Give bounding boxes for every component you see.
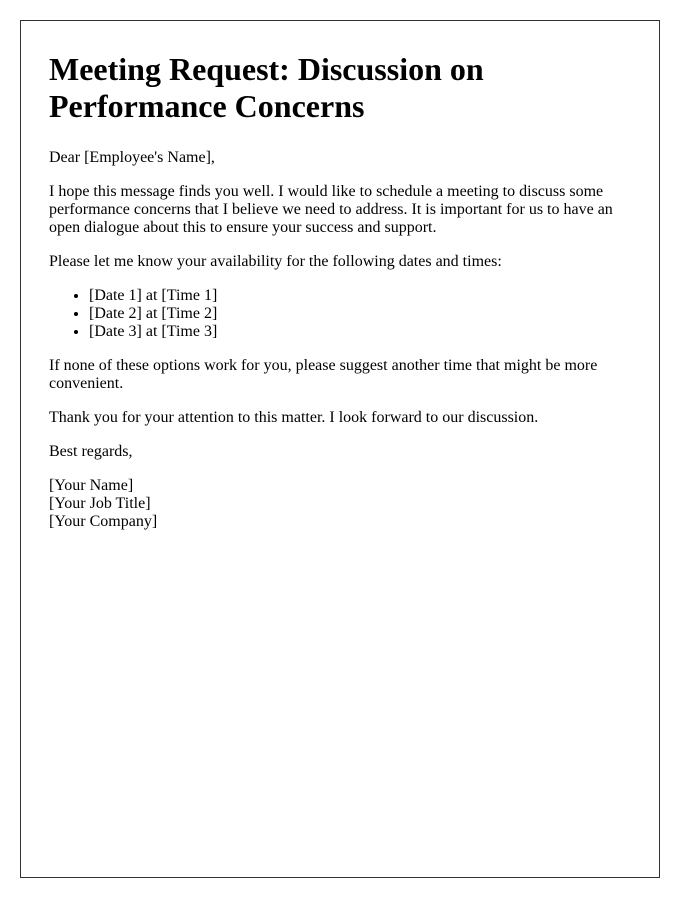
availability-request-paragraph: Please let me know your availability for the following dates and times: — [49, 253, 502, 270]
thanks-paragraph: Thank you for your attention to this matter. I look forward to our discussion. — [49, 409, 539, 426]
alternative-time-paragraph: If none of these options work for you, please suggest another time that might be more convenient. — [49, 357, 598, 392]
signature-name: [Your Name] — [49, 477, 134, 494]
signature-job-title: [Your Job Title] — [49, 495, 151, 512]
salutation: Dear [Employee's Name], — [49, 149, 215, 166]
letter-title-line-2: Performance Concerns — [49, 88, 365, 124]
meeting-option-3: • [Date 3] at [Time 3] — [89, 323, 631, 341]
letter-title — [49, 51, 631, 125]
meeting-option-2: • [Date 2] at [Time 2] — [89, 305, 631, 323]
intro-paragraph: I hope this message finds you well. I would like to schedule a meeting to discuss some performance concerns that I believe we need to address. It is important for us to have an open dialogue about this to ensure your success and support. — [49, 183, 613, 236]
meeting-options-list — [49, 287, 631, 341]
closing: Best regards, — [49, 443, 133, 460]
signature-company: [Your Company] — [49, 513, 158, 530]
letter-title-line-1: Meeting Request: Discussion on — [49, 51, 484, 87]
signature-block — [49, 477, 631, 531]
letter-container — [20, 20, 660, 878]
meeting-option-1: • [Date 1] at [Time 1] — [89, 287, 631, 305]
